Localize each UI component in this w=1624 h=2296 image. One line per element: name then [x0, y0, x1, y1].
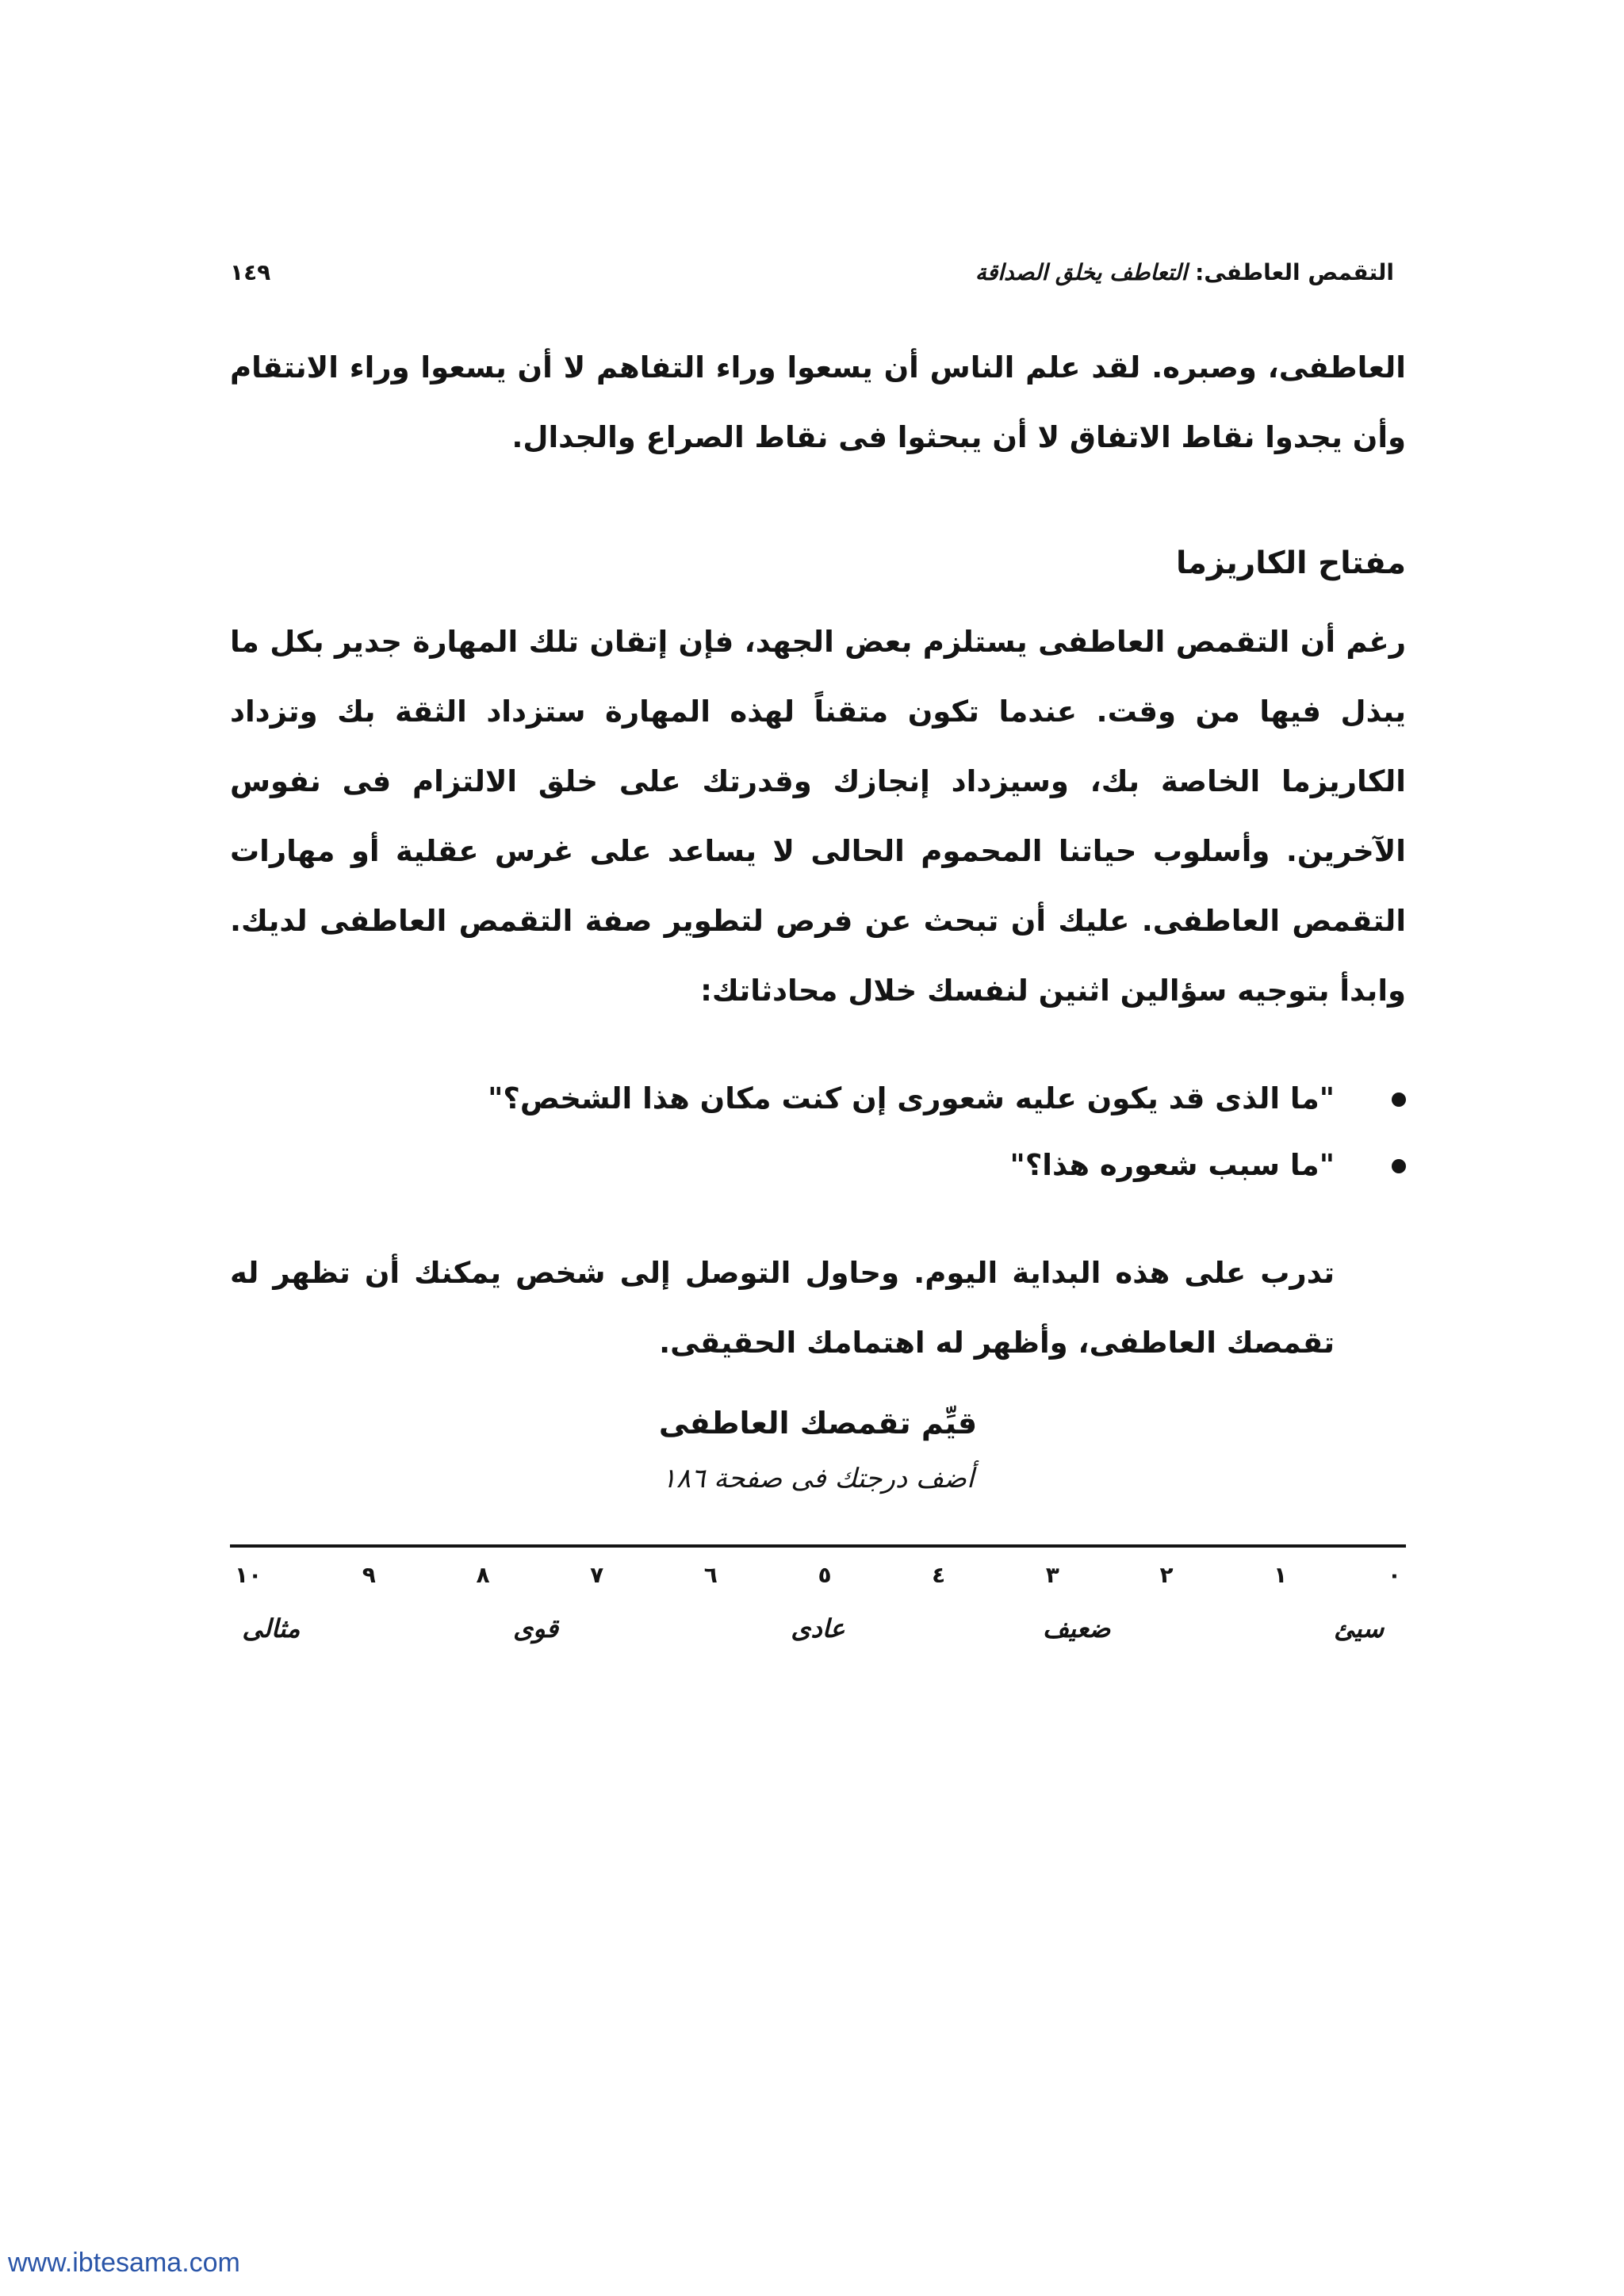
- question-list: [230, 1066, 1406, 1199]
- question-text: "ما الذى قد يكون عليه شعورى إن كنت مكان هذا الشخص؟": [488, 1081, 1335, 1115]
- question-text: "ما سبب شعوره هذا؟": [1009, 1148, 1335, 1182]
- scale-number: ٧: [590, 1562, 604, 1588]
- bullet-icon: [1392, 1093, 1406, 1107]
- header-title: [975, 259, 1394, 285]
- header-title-main: التقمص العاطفى:: [1195, 258, 1394, 285]
- rating-title: قيِّم تقمصك العاطفى: [658, 1406, 978, 1441]
- paragraph-3: تدرب على هذه البداية اليوم. وحاول التوصل إلى شخص يمكنك أن تظهر له تقمصك العاطفى، وأظهر له اهتمامك الحقيقى.: [230, 1256, 1335, 1360]
- scale-label-strong: قوى: [513, 1613, 559, 1644]
- running-header: [230, 252, 1394, 292]
- rating-section: [230, 1395, 1406, 1644]
- scale-number: ٦: [703, 1562, 718, 1588]
- header-title-sub: التعاطف يخلق الصداقة: [975, 258, 1188, 285]
- scale-label-average: عادى: [791, 1613, 845, 1644]
- rating-scale-line: [230, 1544, 1406, 1548]
- rating-scale-labels: [230, 1613, 1406, 1661]
- question-item: [230, 1066, 1335, 1132]
- scale-number: ٥: [818, 1562, 832, 1588]
- scale-label-bad: سيئ: [1334, 1613, 1385, 1644]
- scale-number: ٢: [1159, 1562, 1174, 1588]
- scale-number: ٤: [932, 1562, 946, 1588]
- bullet-icon: [1392, 1159, 1406, 1173]
- main-content: [230, 333, 1406, 1378]
- paragraph-1: العاطفى، وصبره. لقد علم الناس أن يسعوا وراء التفاهم لا أن يسعوا وراء الانتقام وأن يجدوا نقاط الاتفاق لا أن يبحثوا فى نقاط الصراع والجدال.: [230, 350, 1406, 454]
- scale-number: ٣: [1045, 1562, 1059, 1588]
- scale-number: ٩: [362, 1562, 376, 1588]
- question-item: [230, 1132, 1335, 1199]
- rating-scale-numbers: [230, 1562, 1406, 1601]
- scale-label-ideal: مثالى: [242, 1613, 301, 1644]
- watermark-url: www.ibtesama.com: [8, 2248, 240, 2278]
- scale-number: ١٠: [235, 1562, 262, 1588]
- scale-number: ١: [1274, 1562, 1288, 1588]
- scale-number: ٨: [476, 1562, 490, 1588]
- section-heading: مفتاح الكاريزما: [1176, 545, 1406, 581]
- page-number: ١٤٩: [230, 258, 271, 285]
- scale-number: ٠: [1387, 1562, 1401, 1588]
- scale-label-weak: ضعيف: [1043, 1613, 1111, 1644]
- rating-subtitle: أضف درجتك فى صفحة ١٨٦: [661, 1463, 975, 1494]
- paragraph-2: رغم أن التقمص العاطفى يستلزم بعض الجهد، فإن إتقان تلك المهارة جدير بكل ما يبذل فيها من وقت. عندما تكون متقناً لهذه المهارة ستزداد الثقة بك وتزداد الكاريزما الخاصة بك، وسيزداد إنجازك وقدرتك على خلق الالتزام فى نفوس الآخرين. وأسلوب حياتنا المحموم الحالى لا يساعد على غرس عقلية أو مهارات التقمص العاطفى. عليك أن تبحث عن فرص لتطوير صفة التقمص العاطفى لديك. وابدأ بتوجيه سؤالين اثنين لنفسك خلال محادثاتك:: [230, 625, 1406, 1008]
